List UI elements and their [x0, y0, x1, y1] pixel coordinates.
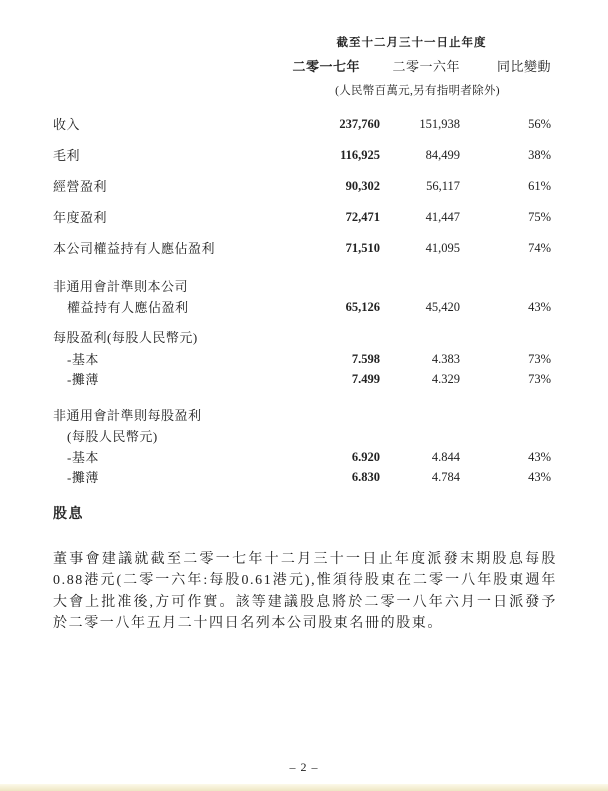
- row-label: -基本: [67, 352, 99, 367]
- table-unit-note: (人民幣百萬元,另有指明者除外): [335, 85, 500, 97]
- table-column-headers: [53, 59, 557, 74]
- page-number: – 2 –: [289, 760, 319, 774]
- row-value-2016: [380, 279, 460, 294]
- table-row: [53, 408, 557, 423]
- row-label: (每股人民幣元): [67, 429, 158, 444]
- row-value-2016: [380, 429, 460, 444]
- row-value-2017: 71,510: [345, 241, 380, 255]
- row-label: -基本: [67, 450, 99, 465]
- row-value-change: 56%: [528, 117, 551, 131]
- column-header-2017: 二零一七年: [292, 59, 360, 74]
- row-value-2016: 41,095: [425, 241, 460, 255]
- row-value-2017: 7.598: [351, 352, 380, 366]
- table-row: [53, 372, 557, 387]
- row-value-2017: 6.920: [351, 450, 380, 464]
- row-value-2016: [380, 408, 460, 423]
- financial-highlights-table: [53, 117, 557, 485]
- row-value-change: 75%: [528, 210, 551, 224]
- table-row: [53, 241, 557, 256]
- row-value-change: [460, 279, 557, 294]
- column-header-2016: 二零一六年: [392, 59, 460, 74]
- row-value-2017: [290, 279, 380, 294]
- row-value-2017: [290, 429, 380, 444]
- row-label: 本公司權益持有人應佔盈利: [53, 241, 216, 256]
- row-label: -攤薄: [67, 372, 99, 387]
- table-row: [53, 330, 557, 345]
- row-label: 權益持有人應佔盈利: [67, 300, 189, 315]
- page-bottom-edge: [0, 784, 608, 791]
- row-label: 非通用會計準則每股盈利: [53, 408, 202, 423]
- row-value-2017: 7.499: [351, 372, 380, 386]
- table-row: [53, 117, 557, 132]
- table-row: [53, 148, 557, 163]
- table-row: [53, 470, 557, 485]
- row-label: -攤薄: [67, 470, 99, 485]
- row-value-change: 61%: [528, 179, 551, 193]
- row-value-change: [460, 330, 557, 345]
- row-value-2016: 4.383: [431, 352, 460, 366]
- row-value-change: 73%: [528, 352, 551, 366]
- row-value-change: 73%: [528, 372, 551, 386]
- row-value-2016: 45,420: [425, 300, 460, 314]
- row-value-2017: [290, 408, 380, 423]
- row-value-change: 74%: [528, 241, 551, 255]
- row-value-2017: [290, 330, 380, 345]
- row-label: 毛利: [53, 148, 81, 163]
- row-value-2016: [380, 330, 460, 345]
- table-row: [53, 279, 557, 294]
- row-value-2016: 84,499: [425, 148, 460, 162]
- row-value-2016: 41,447: [425, 210, 460, 224]
- row-value-change: 43%: [528, 450, 551, 464]
- table-row: [53, 429, 557, 444]
- row-value-change: 38%: [528, 148, 551, 162]
- row-value-2017: 65,126: [345, 300, 380, 314]
- row-value-2017: 90,302: [345, 179, 380, 193]
- row-label: 收入: [53, 117, 81, 132]
- row-value-2017: 116,925: [340, 148, 380, 162]
- row-value-2017: 237,760: [339, 117, 380, 131]
- row-label: 經營盈利: [53, 179, 108, 194]
- table-row: [53, 450, 557, 465]
- table-period-header: 截至十二月三十一日止年度: [336, 37, 487, 49]
- row-value-change: 43%: [528, 300, 551, 314]
- row-label: 每股盈利(每股人民幣元): [53, 330, 198, 345]
- table-row: [53, 352, 557, 367]
- row-value-2016: 56,117: [426, 179, 460, 193]
- dividend-section-heading: 股息: [53, 507, 84, 522]
- column-header-spacer: [53, 59, 290, 74]
- table-row: [53, 179, 557, 194]
- row-label: 年度盈利: [53, 210, 108, 225]
- row-label: 非通用會計準則本公司: [53, 279, 189, 294]
- row-value-2017: 72,471: [345, 210, 380, 224]
- dividend-paragraph: 董事會建議就截至二零一七年十二月三十一日止年度派發末期股息每股0.88港元(二零一六年:每股0.61港元),惟須待股東在二零一八年股東週年大會上批准後,方可作實。該等建議股息將於二零一八年六月一日派發予於二零一八年五月二十四日名列本公司股東名冊的股東。: [53, 552, 557, 631]
- row-value-2016: 4.844: [431, 450, 460, 464]
- row-value-change: [460, 408, 557, 423]
- row-value-change: [460, 429, 557, 444]
- row-value-2016: 151,938: [419, 117, 460, 131]
- column-header-change: 同比變動: [496, 59, 551, 74]
- table-row: [53, 300, 557, 315]
- table-row: [53, 210, 557, 225]
- row-value-2016: 4.784: [431, 470, 460, 484]
- row-value-change: 43%: [528, 470, 551, 484]
- row-value-2016: 4.329: [431, 372, 460, 386]
- row-value-2017: 6.830: [351, 470, 380, 484]
